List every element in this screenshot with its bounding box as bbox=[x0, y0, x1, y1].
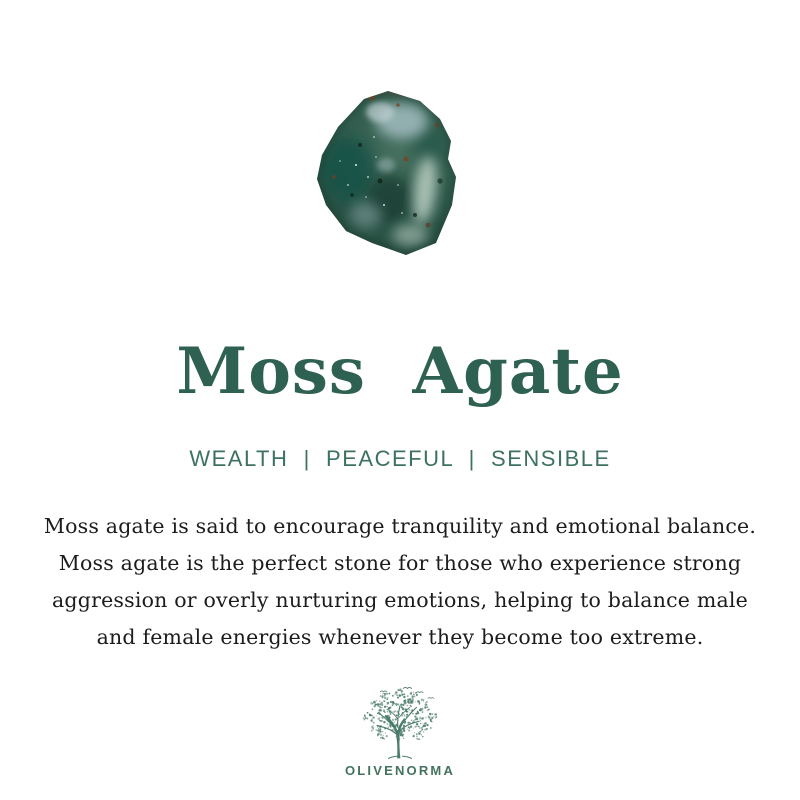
page-title: Moss Agate bbox=[176, 334, 624, 409]
moss-agate-stone-icon bbox=[310, 85, 470, 260]
tagline: WEALTH | PEACEFUL | SENSIBLE bbox=[189, 446, 611, 471]
description-line: and female energies whenever they become too extreme. bbox=[96, 625, 704, 649]
description-line: Moss agate is said to encourage tranquility and emotional balance. bbox=[43, 514, 757, 538]
description-line: aggression or overly nurturing emotions, helping to balance male bbox=[52, 588, 748, 612]
description bbox=[0, 508, 800, 656]
brand-name: OLIVENORMA bbox=[344, 763, 456, 778]
moss-agate-stone-image bbox=[310, 85, 470, 260]
description-line: Moss agate is the perfect stone for those who experience strong bbox=[58, 551, 742, 575]
olive-tree-logo-icon bbox=[348, 686, 452, 760]
brand-logo-block bbox=[0, 686, 800, 778]
